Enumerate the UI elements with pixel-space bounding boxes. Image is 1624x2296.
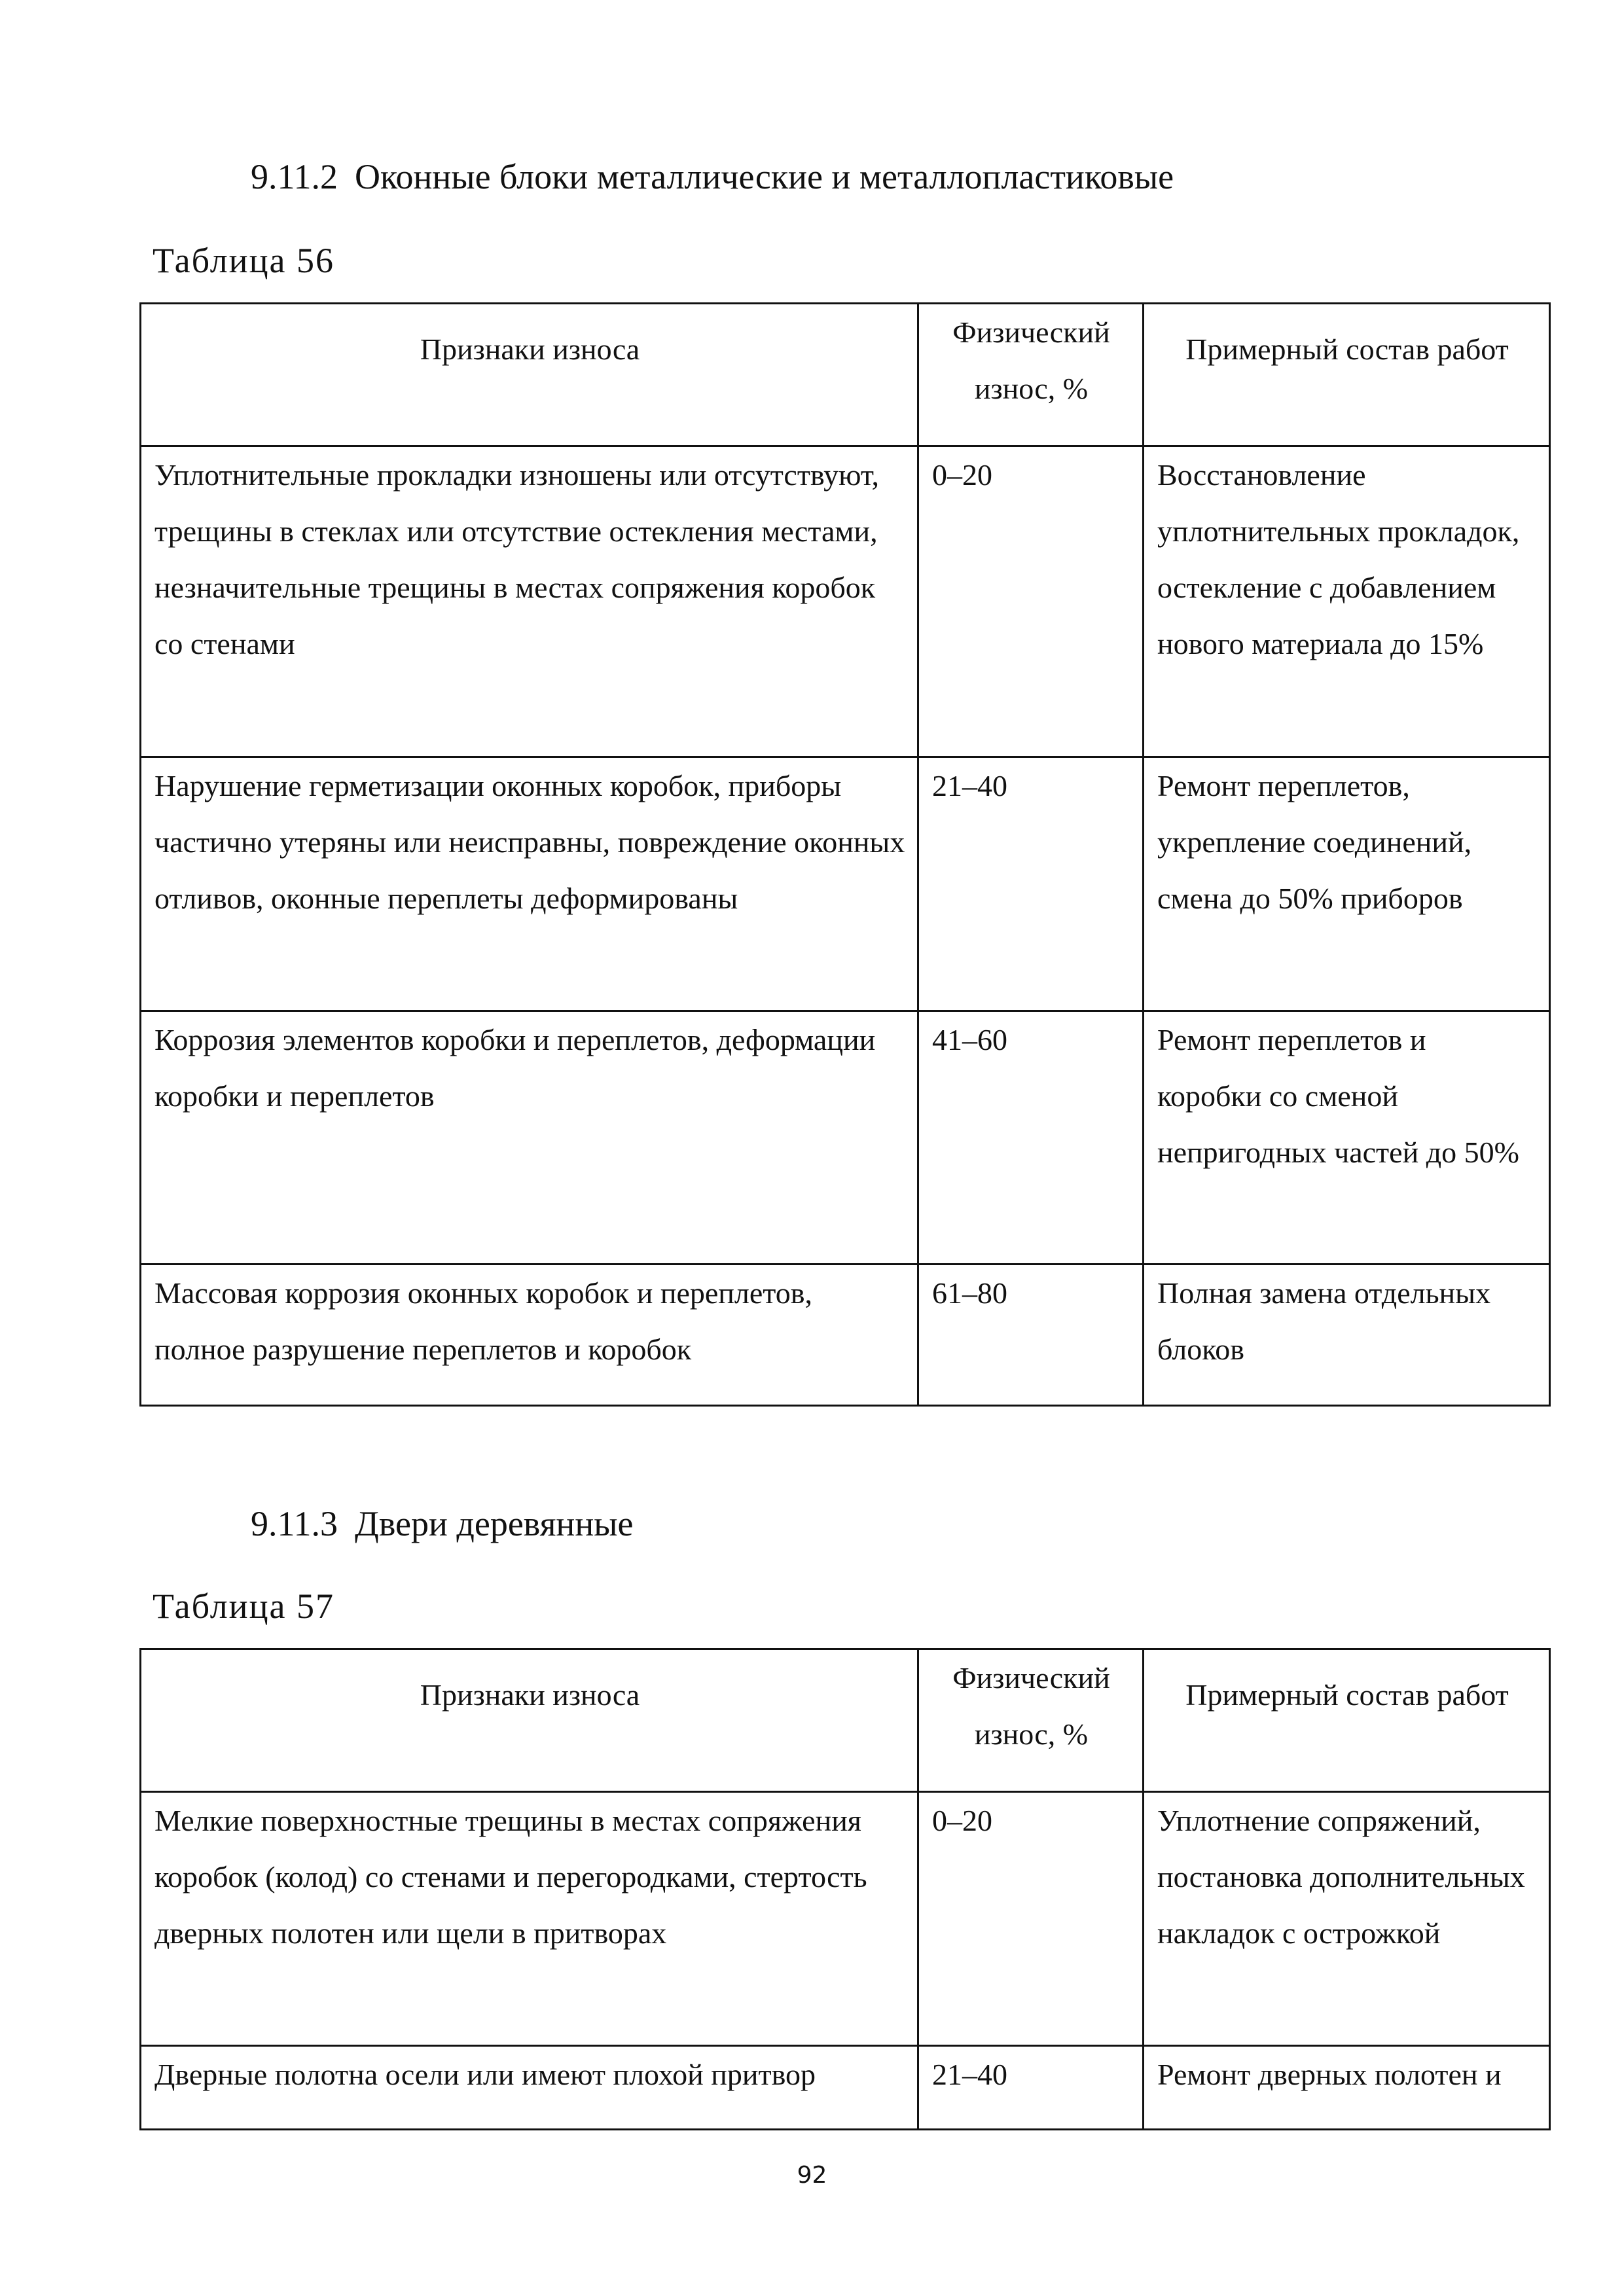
- cell-works: Ремонт дверных полотен и: [1144, 2046, 1550, 2130]
- wear-table-56: [139, 302, 1551, 1407]
- section-number: 9.11.3: [251, 1504, 338, 1543]
- section-heading-9-11-3: [251, 1503, 633, 1545]
- table-row: [141, 2046, 1550, 2130]
- table-caption-56: Таблица 56: [153, 241, 334, 280]
- section-title: Оконные блоки металлические и металлопластиковые: [355, 157, 1174, 196]
- cell-works: Ремонт переплетов, укрепление соединений, смена до 50% приборов: [1144, 757, 1550, 1011]
- cell-wear: 61–80: [918, 1265, 1144, 1406]
- cell-works: Восстановление уплотнительных прокладок, остекление с добавлением нового материала до 15%: [1144, 446, 1550, 757]
- section-title: Двери деревянные: [355, 1504, 634, 1543]
- cell-wear: 0–20: [918, 1792, 1144, 2046]
- section-number: 9.11.2: [251, 157, 338, 196]
- table-header-row: [141, 1649, 1550, 1792]
- table-row: [141, 1792, 1550, 2046]
- cell-works: Полная замена отдельных блоков: [1144, 1265, 1550, 1406]
- table-row: [141, 1265, 1550, 1406]
- header-works: Примерный состав работ: [1144, 1649, 1550, 1792]
- header-wear: Физический износ, %: [918, 1649, 1144, 1792]
- wear-table-57: [139, 1648, 1551, 2130]
- table-row: [141, 446, 1550, 757]
- cell-works: Уплотнение сопряжений, постановка дополнительных накладок с острожкой: [1144, 1792, 1550, 2046]
- cell-signs: Нарушение герметизации оконных коробок, приборы частично утеряны или неисправны, повреждение оконных отливов, оконные переплеты деформированы: [141, 757, 918, 1011]
- page-number: 92: [797, 2162, 827, 2189]
- cell-wear: 0–20: [918, 446, 1144, 757]
- cell-wear: 21–40: [918, 2046, 1144, 2130]
- table-caption-57: Таблица 57: [153, 1587, 334, 1626]
- cell-works: Ремонт переплетов и коробки со сменой непригодных частей до 50%: [1144, 1011, 1550, 1265]
- header-works: Примерный состав работ: [1144, 304, 1550, 446]
- cell-signs: Дверные полотна осели или имеют плохой притвор: [141, 2046, 918, 2130]
- header-signs: Признаки износа: [141, 304, 918, 446]
- cell-signs: Мелкие поверхностные трещины в местах сопряжения коробок (колод) со стенами и перегородками, стертость дверных полотен или щели в притворах: [141, 1792, 918, 2046]
- table-header-row: [141, 304, 1550, 446]
- cell-signs: Коррозия элементов коробки и переплетов, деформации коробки и переплетов: [141, 1011, 918, 1265]
- section-heading-9-11-2: [251, 156, 1174, 198]
- cell-wear: 21–40: [918, 757, 1144, 1011]
- table-row: [141, 1011, 1550, 1265]
- cell-signs: Уплотнительные прокладки изношены или отсутствуют, трещины в стеклах или отсутствие остекления местами, незначительные трещины в местах сопряжения коробок со стенами: [141, 446, 918, 757]
- table-row: [141, 757, 1550, 1011]
- cell-signs: Массовая коррозия оконных коробок и переплетов, полное разрушение переплетов и коробок: [141, 1265, 918, 1406]
- header-signs: Признаки износа: [141, 1649, 918, 1792]
- header-wear: Физический износ, %: [918, 304, 1144, 446]
- cell-wear: 41–60: [918, 1011, 1144, 1265]
